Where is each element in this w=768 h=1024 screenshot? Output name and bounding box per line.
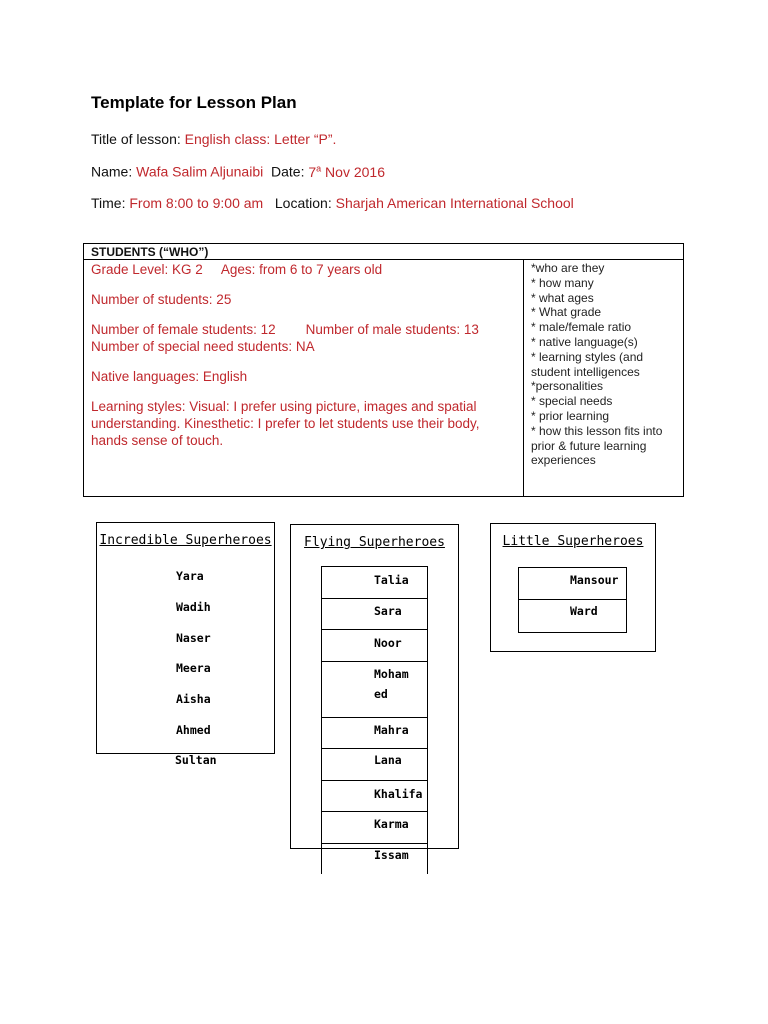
little-superheroes-title: Little Superheroes: [502, 534, 644, 549]
incredible-superheroes-title: Incredible Superheroes: [99, 533, 272, 548]
table-row: [322, 718, 427, 749]
student-name: Karma: [374, 817, 409, 831]
student-name: Aisha: [176, 692, 211, 706]
student-name: Noor: [374, 636, 402, 650]
date-value: [308, 164, 385, 180]
guide-list: [531, 261, 681, 468]
time-location-line: [91, 195, 574, 211]
student-name: Mahra: [374, 723, 409, 737]
students-details: [91, 261, 511, 449]
lesson-title-value: English class: Letter “P”.: [184, 131, 337, 147]
student-count: Number of students: 25: [91, 292, 232, 307]
guide-item: * special needs: [531, 394, 613, 409]
student-name: Sultan: [175, 753, 217, 767]
grade-level: Grade Level: KG 2 Ages: from 6 to 7 years old: [91, 262, 383, 277]
student-name: Issam: [374, 848, 409, 862]
guide-item: * learning styles (and student intelligences: [531, 349, 644, 379]
students-table: [83, 243, 684, 497]
guide-item: * how this lesson fits into prior & future learning experiences: [531, 423, 663, 468]
student-name: Meera: [176, 661, 211, 675]
flying-superheroes-title: Flying Superheroes: [304, 535, 445, 550]
student-name: Naser: [176, 631, 211, 645]
incredible-superheroes-box: [96, 522, 275, 754]
guide-item: * what ages: [531, 290, 594, 305]
student-name: Yara: [176, 569, 204, 583]
table-row: [322, 781, 427, 812]
student-name: Talia: [374, 573, 409, 587]
student-name: ed: [374, 687, 388, 701]
page-title: Template for Lesson Plan: [91, 93, 297, 112]
name-value: Wafa Salim Aljunaibi: [136, 163, 264, 180]
student-name: Lana: [374, 753, 402, 767]
table-row: [519, 568, 626, 600]
lesson-title-label: Title of lesson:: [91, 131, 185, 147]
column-divider: [523, 260, 524, 496]
table-row: [322, 662, 427, 718]
learning-styles: Learning styles: Visual: I prefer using picture, images and spatial understanding. Kinesthetic: I prefer to let students use their body, hands sense of touch.: [91, 399, 480, 448]
location-value: Sharjah American International School: [335, 195, 574, 211]
guide-item: * male/female ratio: [531, 320, 632, 335]
student-name: Wadih: [176, 600, 211, 614]
time-value: From 8:00 to 9:00 am: [129, 195, 264, 211]
students-heading: STUDENTS (“WHO”): [84, 244, 683, 260]
special-needs-count: Number of special need students: NA: [91, 339, 315, 354]
table-row: [322, 812, 427, 844]
date-label: Date:: [271, 163, 309, 180]
table-row: [322, 567, 427, 599]
student-name: Mansour: [570, 573, 619, 587]
date-day: 7: [308, 163, 317, 180]
location-label: Location:: [274, 195, 336, 211]
table-row: [322, 749, 427, 781]
date-rest: Nov 2016: [321, 163, 385, 180]
gender-count: Number of female students: 12 Number of male students: 13: [91, 322, 479, 337]
guide-item: * prior learning: [531, 408, 610, 423]
guide-item: *personalities: [531, 379, 604, 394]
student-name: Khalifa: [374, 787, 423, 801]
flying-names-table: [321, 566, 428, 874]
guide-item: * native language(s): [531, 334, 638, 349]
student-name: Sara: [374, 604, 402, 618]
table-row: [322, 844, 427, 875]
table-row: [519, 600, 626, 632]
table-row: [322, 630, 427, 662]
student-name: Ward: [570, 604, 598, 618]
student-name: Ahmed: [176, 723, 211, 737]
little-superheroes-box: [490, 523, 656, 652]
student-name: Moham: [374, 667, 409, 681]
native-languages: Native languages: English: [91, 369, 248, 384]
lesson-title-line: [91, 131, 336, 147]
time-label: Time:: [91, 195, 130, 211]
guide-item: * how many: [531, 275, 594, 290]
date-suffix: a: [316, 163, 322, 173]
guide-item: *who are they: [531, 261, 605, 275]
name-date-line: [91, 163, 385, 180]
little-names-table: [518, 567, 627, 633]
guide-item: * What grade: [531, 305, 602, 320]
name-label: Name:: [91, 163, 137, 180]
table-row: [322, 599, 427, 630]
